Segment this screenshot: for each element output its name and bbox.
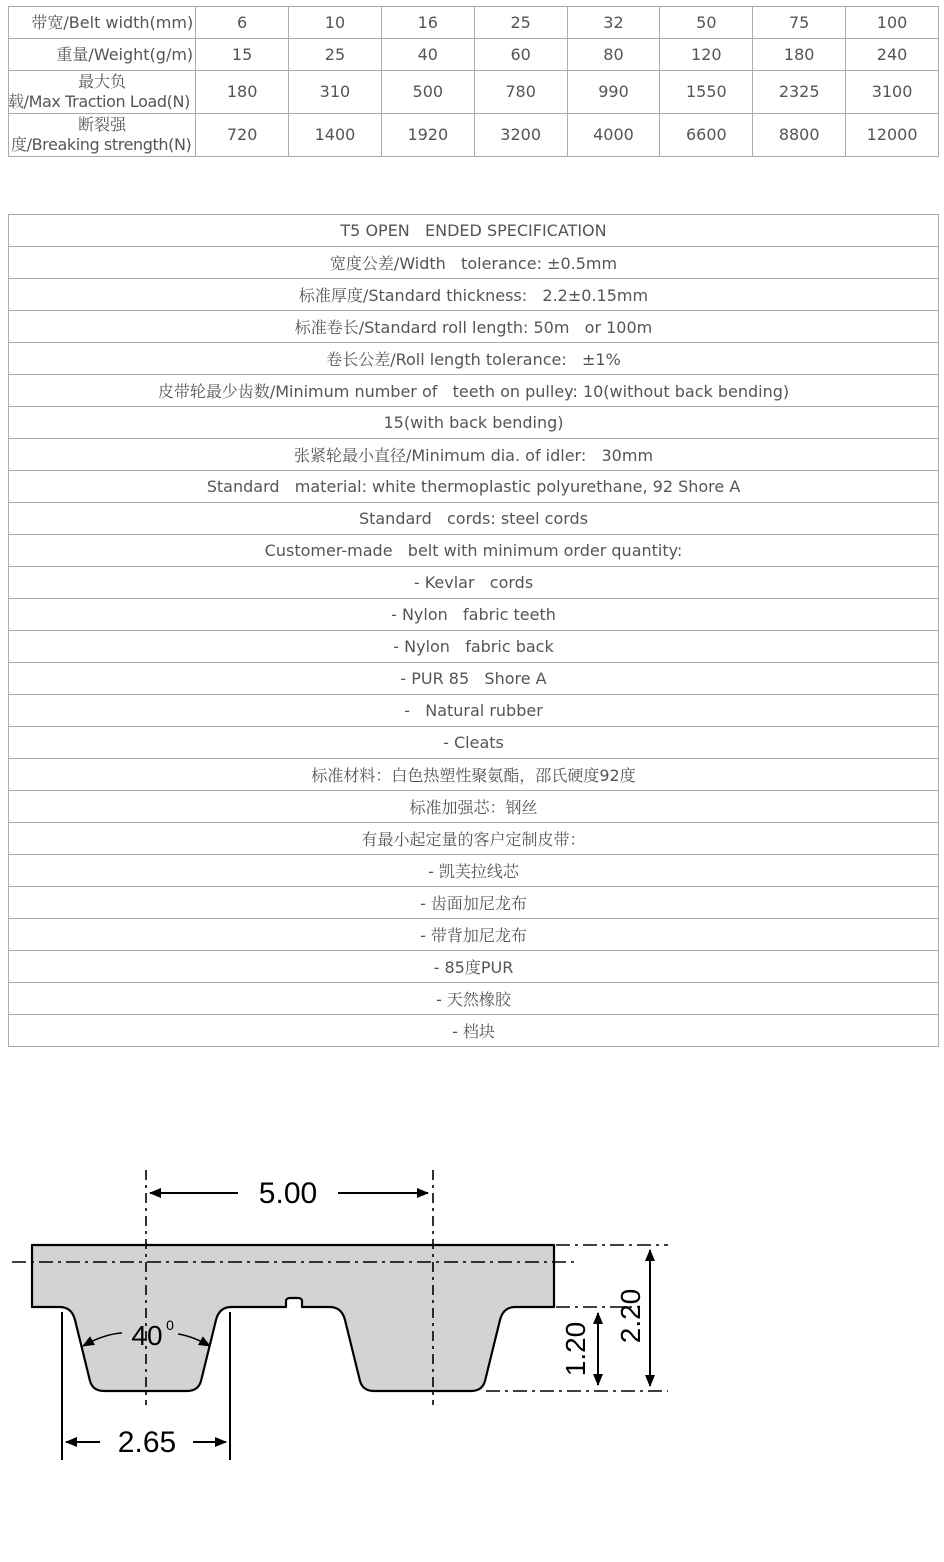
spec-line: Standard material: white thermoplastic polyurethane, 92 Shore A — [9, 471, 939, 503]
table-cell: 720 — [196, 114, 289, 157]
spec-row — [9, 439, 939, 471]
table-cell: 3200 — [474, 114, 567, 157]
table-cell: 60 — [474, 39, 567, 71]
table-cell: 310 — [289, 71, 382, 114]
table-cell: 2325 — [753, 71, 846, 114]
table-cell: 25 — [289, 39, 382, 71]
table-row-belt-width — [9, 7, 939, 39]
spec-line: - 凯芙拉线芯 — [9, 855, 939, 887]
row-header — [9, 71, 196, 114]
spec-row — [9, 983, 939, 1015]
row-header-line: 度/Breaking strength(N) — [11, 135, 192, 154]
table-cell: 120 — [660, 39, 753, 71]
table-cell: 240 — [846, 39, 939, 71]
table-cell: 500 — [381, 71, 474, 114]
spec-line: 有最小起定量的客户定制皮带： — [9, 823, 939, 855]
spec-line: Customer-made belt with minimum order quantity: — [9, 535, 939, 567]
spec-row — [9, 375, 939, 407]
spec-line: 标准材料：白色热塑性聚氨酯，邵氏硬度92度 — [9, 759, 939, 791]
total-height-label: 2.20 — [615, 1288, 646, 1344]
table-cell: 80 — [567, 39, 660, 71]
spec-line: - Kevlar cords — [9, 567, 939, 599]
spec-row — [9, 215, 939, 247]
spec-line: 张紧轮最小直径/Minimum dia. of idler: 30mm — [9, 439, 939, 471]
tooth-width-label: 2.65 — [117, 1426, 177, 1459]
spec-row — [9, 823, 939, 855]
angle-degree-label: 0 — [166, 1317, 174, 1333]
row-header — [9, 114, 196, 157]
spec-line: - Nylon fabric teeth — [9, 599, 939, 631]
spec-line: - 天然橡胶 — [9, 983, 939, 1015]
table-cell: 1400 — [289, 114, 382, 157]
spec-line: Standard cords: steel cords — [9, 503, 939, 535]
spec-line: 卷长公差/Roll length tolerance: ±1% — [9, 343, 939, 375]
row-header-line: 载/Max Traction Load(N) — [8, 92, 190, 111]
belt-profile-shape — [32, 1245, 554, 1391]
spec-line: - Cleats — [9, 727, 939, 759]
spec-line: 15(with back bending) — [9, 407, 939, 439]
spec-row — [9, 791, 939, 823]
spec-line: - Natural rubber — [9, 695, 939, 727]
angle-label: 40 — [131, 1320, 163, 1351]
spec-row — [9, 951, 939, 983]
spec-line: 皮带轮最少齿数/Minimum number of teeth on pulley: 10(without back bending) — [9, 375, 939, 407]
spec-row — [9, 887, 939, 919]
table-cell: 3100 — [846, 71, 939, 114]
t5-belt-profile-drawing — [0, 1160, 700, 1470]
spec-line: - 带背加尼龙布 — [9, 919, 939, 951]
table-row-max-traction — [9, 71, 939, 114]
spec-row — [9, 599, 939, 631]
table-cell: 180 — [196, 71, 289, 114]
table-cell: 8800 — [753, 114, 846, 157]
open-ended-spec-table — [8, 214, 939, 1047]
spec-line: - Nylon fabric back — [9, 631, 939, 663]
pitch-label: 5.00 — [258, 1177, 318, 1210]
table-cell: 6 — [196, 7, 289, 39]
spec-line: 标准厚度/Standard thickness: 2.2±0.15mm — [9, 279, 939, 311]
table-cell: 10 — [289, 7, 382, 39]
spec-row — [9, 631, 939, 663]
spec-line: - 齿面加尼龙布 — [9, 887, 939, 919]
spec-title: T5 OPEN ENDED SPECIFICATION — [9, 215, 939, 247]
spec-row — [9, 503, 939, 535]
row-header-line: 最大负 — [78, 72, 127, 91]
tooth-height-label: 1.20 — [560, 1321, 591, 1377]
spec-row — [9, 567, 939, 599]
table-cell: 12000 — [846, 114, 939, 157]
row-header-line: 断裂强 — [78, 115, 127, 134]
spec-row — [9, 247, 939, 279]
table-cell: 100 — [846, 7, 939, 39]
table-row-breaking-strength — [9, 114, 939, 157]
spec-line: 宽度公差/Width tolerance: ±0.5mm — [9, 247, 939, 279]
table-cell: 32 — [567, 7, 660, 39]
table-cell: 75 — [753, 7, 846, 39]
spec-row — [9, 663, 939, 695]
row-header: 带宽/Belt width(mm) — [9, 7, 196, 39]
table-cell: 25 — [474, 7, 567, 39]
table-cell: 50 — [660, 7, 753, 39]
spec-line: 标准卷长/Standard roll length: 50m or 100m — [9, 311, 939, 343]
table-cell: 15 — [196, 39, 289, 71]
spec-line: 标准加强芯：钢丝 — [9, 791, 939, 823]
spec-row — [9, 855, 939, 887]
table-cell: 180 — [753, 39, 846, 71]
table-cell: 990 — [567, 71, 660, 114]
table-cell: 40 — [381, 39, 474, 71]
spec-line: - 85度PUR — [9, 951, 939, 983]
table-cell: 1920 — [381, 114, 474, 157]
spec-row — [9, 1015, 939, 1047]
table-cell: 1550 — [660, 71, 753, 114]
table-cell: 6600 — [660, 114, 753, 157]
spec-row — [9, 471, 939, 503]
spec-row — [9, 759, 939, 791]
spec-row — [9, 695, 939, 727]
belt-spec-table — [8, 6, 939, 157]
spec-row — [9, 311, 939, 343]
row-header: 重量/Weight(g/m) — [9, 39, 196, 71]
spec-row — [9, 279, 939, 311]
table-cell: 780 — [474, 71, 567, 114]
table-cell: 16 — [381, 7, 474, 39]
table-cell: 4000 — [567, 114, 660, 157]
spec-row — [9, 343, 939, 375]
table-row-weight — [9, 39, 939, 71]
spec-line: - 档块 — [9, 1015, 939, 1047]
spec-row — [9, 919, 939, 951]
spec-line: - PUR 85 Shore A — [9, 663, 939, 695]
spec-row — [9, 407, 939, 439]
spec-row — [9, 727, 939, 759]
spec-row — [9, 535, 939, 567]
